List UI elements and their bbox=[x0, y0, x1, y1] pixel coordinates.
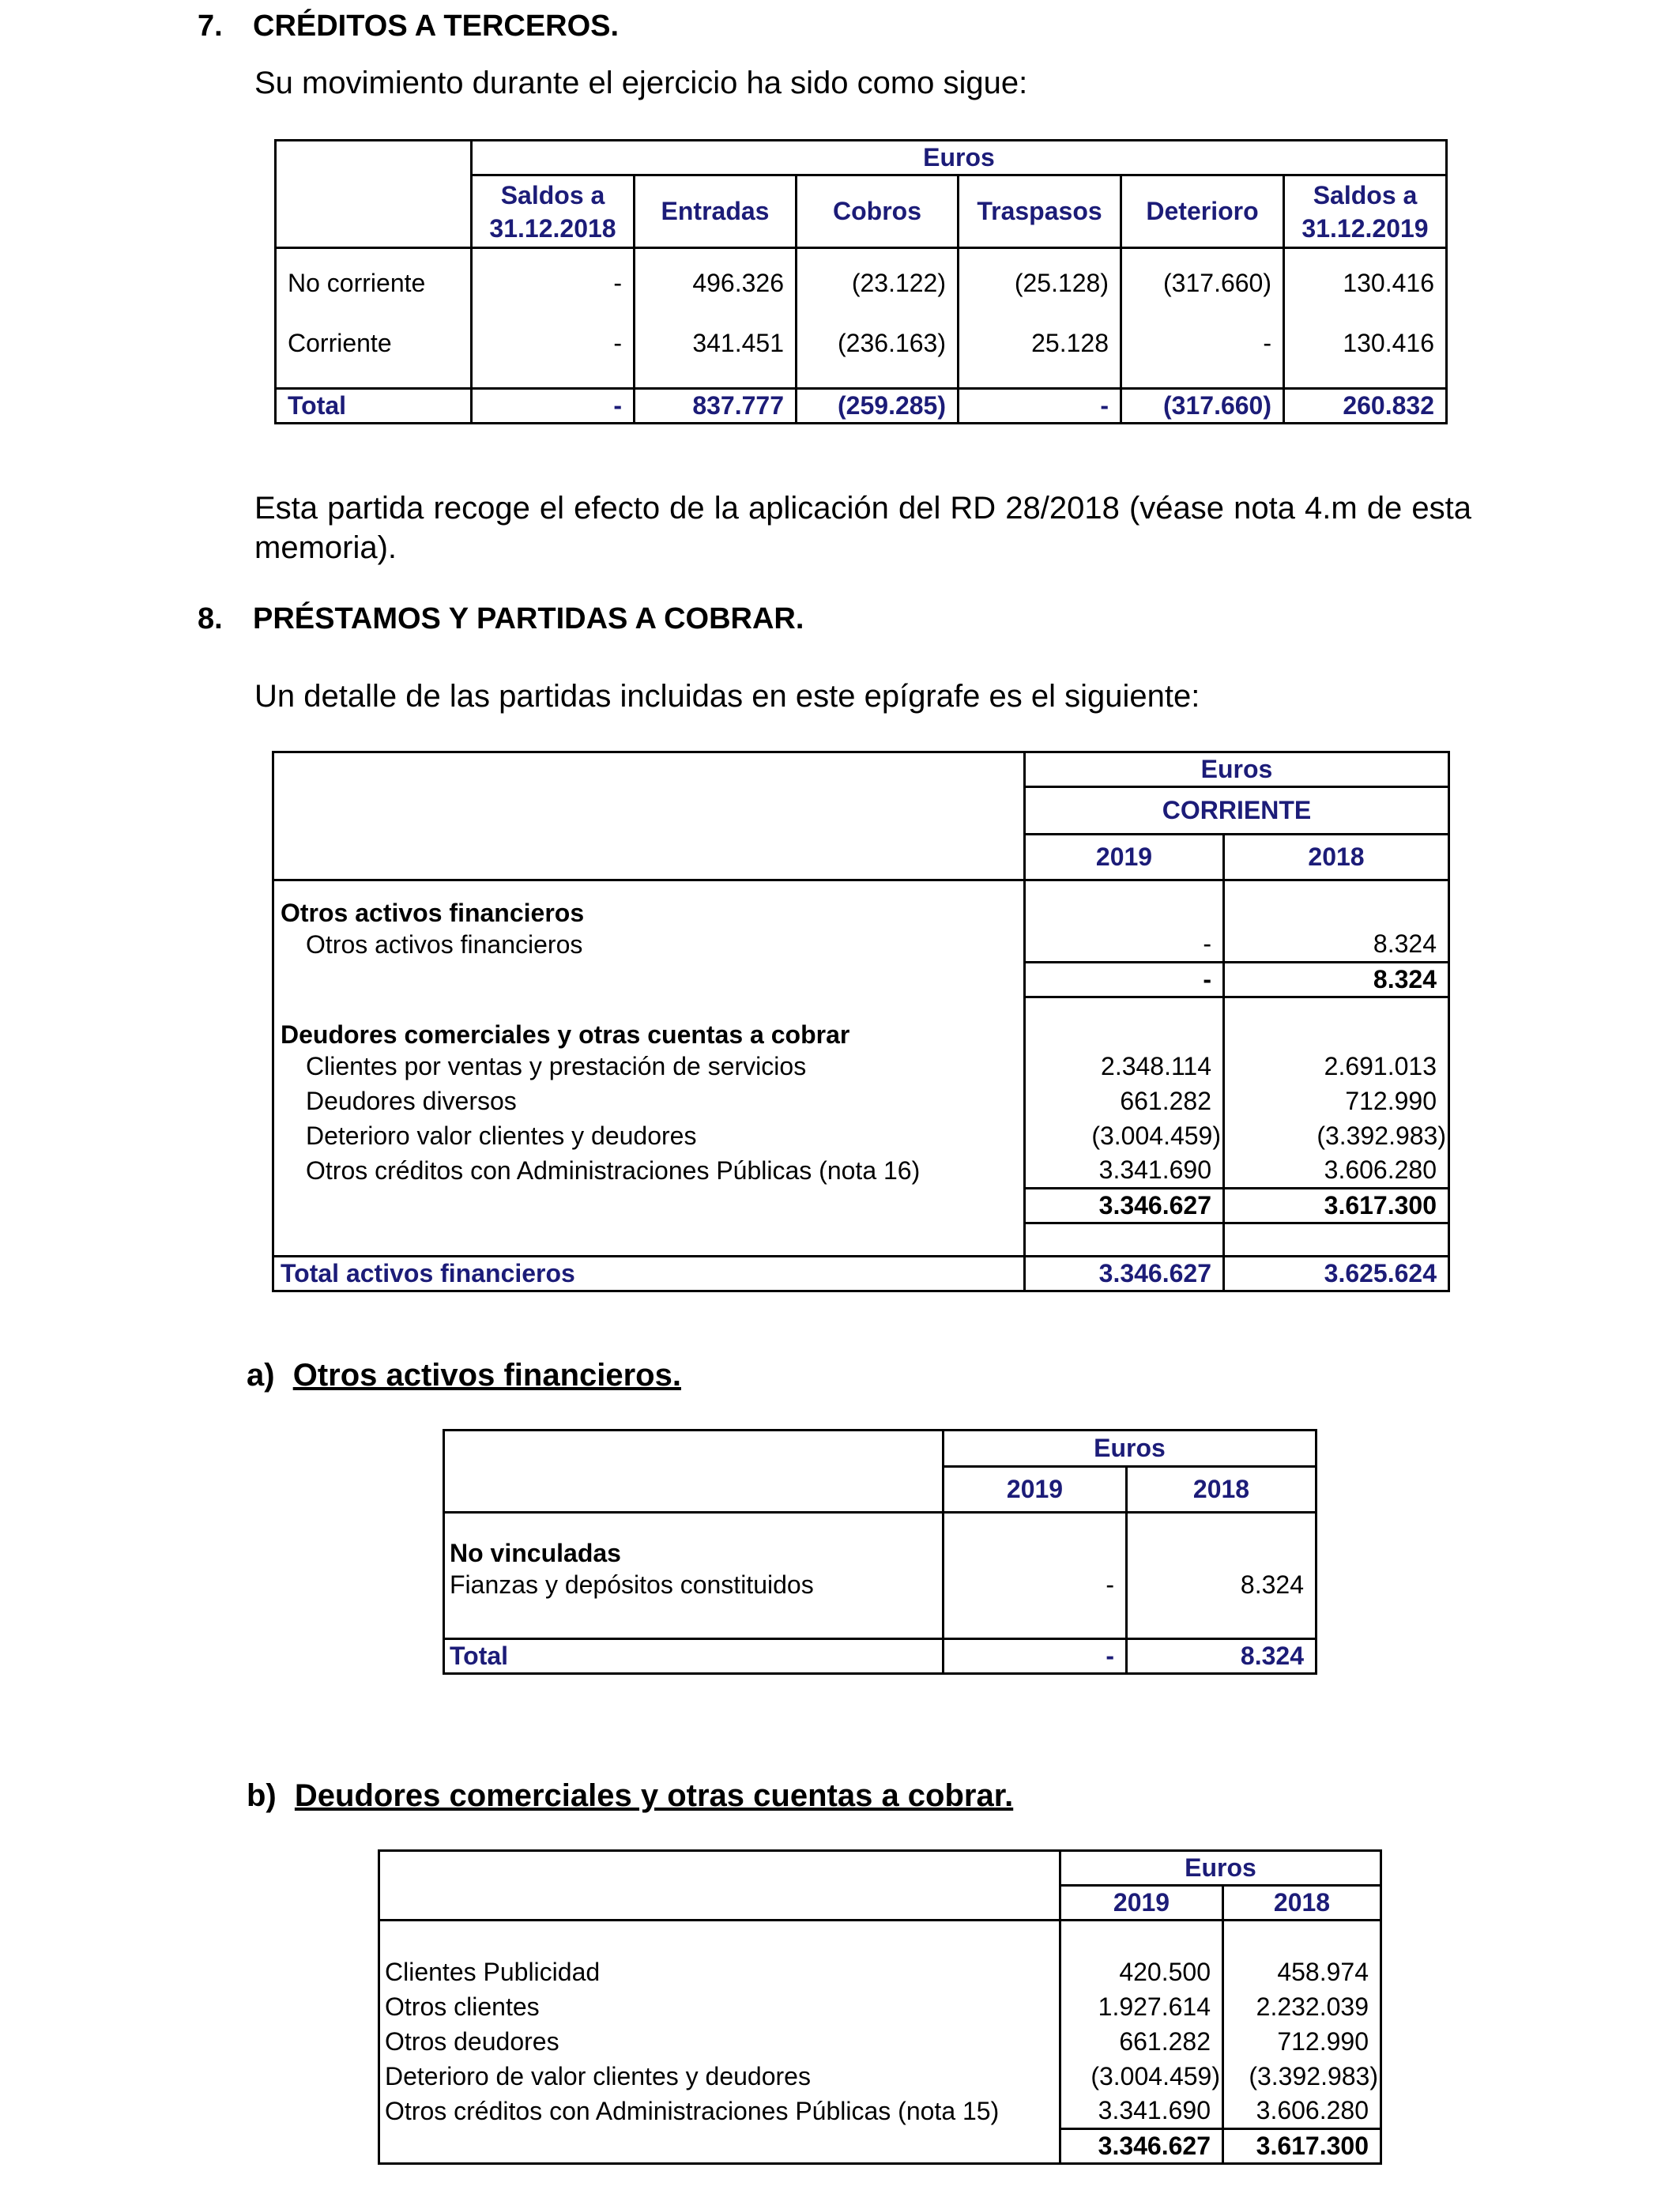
cell: 3.617.300 bbox=[1224, 1189, 1449, 1223]
table-row bbox=[273, 1154, 1449, 1189]
cell: 3.606.280 bbox=[1224, 1154, 1449, 1189]
total-label: Total bbox=[276, 389, 472, 424]
subtotal-row bbox=[273, 963, 1449, 997]
subgroup-header: CORRIENTE bbox=[1025, 787, 1449, 835]
section-7-heading bbox=[198, 9, 619, 43]
cell: (259.285) bbox=[797, 389, 959, 424]
cell: - bbox=[472, 389, 635, 424]
table-row bbox=[273, 1084, 1449, 1119]
table-row bbox=[276, 248, 1447, 318]
row-label: Fianzas y depósitos constituidos bbox=[444, 1568, 944, 1603]
cell: 712.990 bbox=[1224, 1084, 1449, 1119]
cell: 2.691.013 bbox=[1224, 1050, 1449, 1084]
group-title: Deudores comerciales y otras cuentas a cobrar bbox=[273, 997, 1025, 1050]
cell: 3.346.627 bbox=[1025, 1257, 1224, 1291]
table-row bbox=[273, 1050, 1449, 1084]
cell: (3.004.459) bbox=[1025, 1119, 1224, 1154]
cell: 420.500 bbox=[1060, 1955, 1223, 1990]
cell: 341.451 bbox=[635, 318, 797, 389]
cell: (317.660) bbox=[1121, 389, 1284, 424]
cell: - bbox=[472, 318, 635, 389]
cell: 712.990 bbox=[1223, 2025, 1381, 2060]
year-header: 2018 bbox=[1223, 1886, 1381, 1921]
corner-cell bbox=[379, 1851, 1060, 1921]
group-title: Otros activos financieros bbox=[273, 880, 1025, 928]
cell: 3.346.627 bbox=[1025, 1189, 1224, 1223]
total-label: Total activos financieros bbox=[273, 1257, 1025, 1291]
section-number: 8. bbox=[198, 602, 223, 635]
cell: 3.346.627 bbox=[1060, 2129, 1223, 2164]
subsection-a-heading bbox=[247, 1358, 681, 1393]
corner-cell bbox=[276, 141, 472, 248]
row-label: Deterioro de valor clientes y deudores bbox=[379, 2060, 1060, 2094]
deudores-table bbox=[378, 1849, 1382, 2165]
table-row bbox=[379, 1955, 1381, 1990]
row-label: Otros deudores bbox=[379, 2025, 1060, 2060]
subsection-title: Deudores comerciales y otras cuentas a cobrar. bbox=[294, 1778, 1014, 1813]
table-row bbox=[379, 1990, 1381, 2025]
cell: - bbox=[1025, 963, 1224, 997]
subsection-letter: b) bbox=[247, 1778, 277, 1813]
section-7-intro: Su movimiento durante el ejercicio ha sido como sigue: bbox=[254, 66, 1028, 100]
year-header: 2018 bbox=[1224, 835, 1449, 880]
cell: - bbox=[1025, 928, 1224, 963]
table-row bbox=[273, 1119, 1449, 1154]
row-label: Deudores diversos bbox=[273, 1084, 1025, 1119]
cell: 8.324 bbox=[1224, 963, 1449, 997]
year-header: 2019 bbox=[944, 1467, 1127, 1513]
subsection-letter: a) bbox=[247, 1358, 275, 1393]
cell: 130.416 bbox=[1284, 318, 1447, 389]
table-row bbox=[273, 928, 1449, 963]
cell: 3.606.280 bbox=[1223, 2094, 1381, 2129]
cell: (236.163) bbox=[797, 318, 959, 389]
table-row bbox=[276, 318, 1447, 389]
subsection-title: Otros activos financieros. bbox=[292, 1358, 681, 1393]
cell: (3.392.983) bbox=[1224, 1119, 1449, 1154]
cell: (3.004.459) bbox=[1060, 2060, 1223, 2094]
cell: (317.660) bbox=[1121, 248, 1284, 318]
col-header: Saldos a 31.12.2018 bbox=[472, 175, 635, 248]
row-label: Otros créditos con Administraciones Públicas (nota 15) bbox=[379, 2094, 1060, 2129]
cell: 837.777 bbox=[635, 389, 797, 424]
table-row bbox=[379, 2094, 1381, 2129]
col-header: Saldos a 31.12.2019 bbox=[1284, 175, 1447, 248]
section-number: 7. bbox=[198, 9, 223, 43]
cell: 458.974 bbox=[1223, 1955, 1381, 1990]
cell: - bbox=[959, 389, 1121, 424]
col-header: Entradas bbox=[635, 175, 797, 248]
cell: 3.341.690 bbox=[1060, 2094, 1223, 2129]
cell: - bbox=[944, 1568, 1127, 1603]
section-8-heading bbox=[198, 602, 804, 636]
total-row bbox=[379, 2129, 1381, 2164]
cell: 260.832 bbox=[1284, 389, 1447, 424]
creditos-terceros-table bbox=[274, 139, 1448, 424]
col-header: Traspasos bbox=[959, 175, 1121, 248]
cell: (3.392.983) bbox=[1223, 2060, 1381, 2094]
table-row bbox=[379, 2025, 1381, 2060]
group-header: Euros bbox=[472, 141, 1447, 175]
cell: 2.232.039 bbox=[1223, 1990, 1381, 2025]
cell: 3.625.624 bbox=[1224, 1257, 1449, 1291]
group-header: Euros bbox=[1060, 1851, 1381, 1886]
row-label: No corriente bbox=[276, 248, 472, 318]
row-label: Corriente bbox=[276, 318, 472, 389]
section-label: No vinculadas bbox=[444, 1513, 944, 1568]
corner-cell bbox=[444, 1431, 944, 1513]
cell: - bbox=[472, 248, 635, 318]
cell: 8.324 bbox=[1224, 928, 1449, 963]
row-label: Clientes Publicidad bbox=[379, 1955, 1060, 1990]
cell: 8.324 bbox=[1127, 1568, 1317, 1603]
section-title: PRÉSTAMOS Y PARTIDAS A COBRAR. bbox=[253, 602, 804, 635]
row-label: Otros activos financieros bbox=[273, 928, 1025, 963]
total-row bbox=[273, 1257, 1449, 1291]
cell: 1.927.614 bbox=[1060, 1990, 1223, 2025]
corner-cell bbox=[273, 752, 1025, 880]
col-header: Deterioro bbox=[1121, 175, 1284, 248]
year-header: 2019 bbox=[1025, 835, 1224, 880]
cell: 3.617.300 bbox=[1223, 2129, 1381, 2164]
table-row bbox=[379, 2060, 1381, 2094]
row-label: Otros créditos con Administraciones Públicas (nota 16) bbox=[273, 1154, 1025, 1189]
cell: 661.282 bbox=[1060, 2025, 1223, 2060]
cell: 2.348.114 bbox=[1025, 1050, 1224, 1084]
col-header: Cobros bbox=[797, 175, 959, 248]
group-header: Euros bbox=[944, 1431, 1317, 1467]
subsection-b-heading bbox=[247, 1778, 1013, 1814]
otros-activos-table bbox=[443, 1429, 1317, 1675]
cell: (23.122) bbox=[797, 248, 959, 318]
total-row bbox=[276, 389, 1447, 424]
cell: - bbox=[944, 1639, 1127, 1674]
cell: - bbox=[1121, 318, 1284, 389]
total-row bbox=[444, 1639, 1317, 1674]
prestamos-table bbox=[272, 751, 1450, 1292]
cell: 496.326 bbox=[635, 248, 797, 318]
section-7-note: Esta partida recoge el efecto de la aplicación del RD 28/2018 (véase nota 4.m de esta memoria). bbox=[254, 491, 1471, 565]
cell: 661.282 bbox=[1025, 1084, 1224, 1119]
cell: 3.341.690 bbox=[1025, 1154, 1224, 1189]
row-label: Otros clientes bbox=[379, 1990, 1060, 2025]
cell: 8.324 bbox=[1127, 1639, 1317, 1674]
cell: 25.128 bbox=[959, 318, 1121, 389]
table-row bbox=[444, 1568, 1317, 1603]
row-label: Deterioro valor clientes y deudores bbox=[273, 1119, 1025, 1154]
cell: (25.128) bbox=[959, 248, 1121, 318]
cell: 130.416 bbox=[1284, 248, 1447, 318]
total-label: Total bbox=[444, 1639, 944, 1674]
year-header: 2019 bbox=[1060, 1886, 1223, 1921]
section-title: CRÉDITOS A TERCEROS. bbox=[253, 9, 620, 43]
group-header: Euros bbox=[1025, 752, 1449, 787]
section-8-intro: Un detalle de las partidas incluidas en este epígrafe es el siguiente: bbox=[254, 679, 1200, 714]
subtotal-row bbox=[273, 1189, 1449, 1223]
year-header: 2018 bbox=[1127, 1467, 1317, 1513]
row-label: Clientes por ventas y prestación de servicios bbox=[273, 1050, 1025, 1084]
